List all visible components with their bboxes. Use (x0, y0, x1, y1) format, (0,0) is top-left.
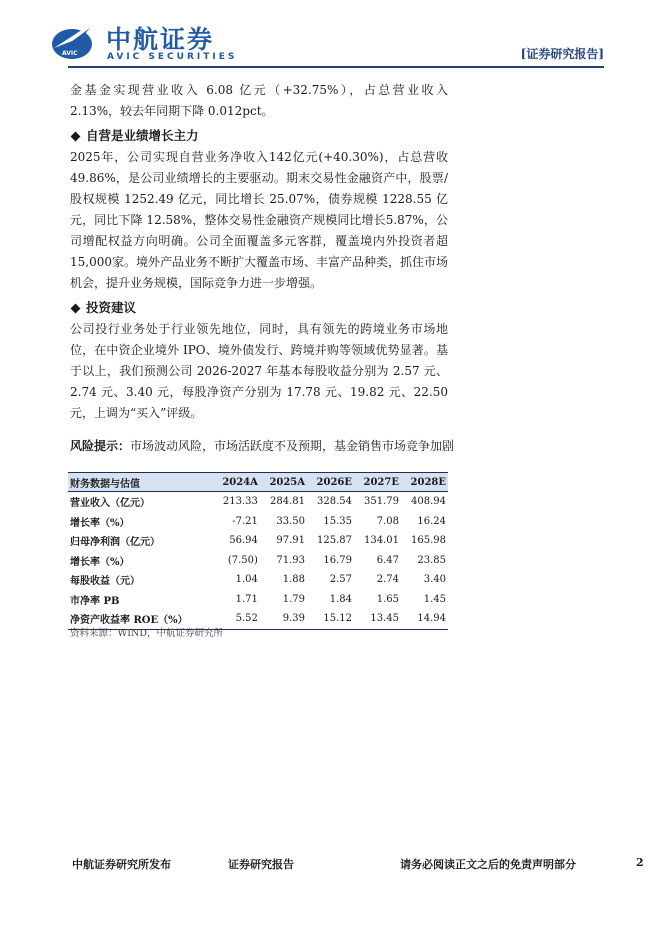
table-row (68, 590, 448, 610)
header-divider (68, 66, 604, 68)
revenue-paragraph: 金基金实现营业收入 6.08 亿元（+32.75%），占总营业收入 2.13%，较去年同期下降 0.012pct。 (70, 83, 448, 118)
table-row (68, 492, 448, 512)
table-cell: 9.39 (260, 609, 307, 629)
table-cell: 15.12 (307, 609, 354, 629)
page-number: 2 (636, 856, 644, 869)
table-cell: 16.79 (323, 554, 352, 566)
table-cell: 284.81 (270, 496, 306, 508)
table-cell: 134.01 (363, 535, 399, 547)
row-label: 增长率（%） (70, 517, 130, 529)
table-cell: 3.40 (423, 574, 446, 586)
diamond-bullet-icon (71, 131, 81, 141)
risk-text: 市场波动风险，市场活跃度不及预期，基金销售市场竞争加剧 (130, 439, 455, 453)
report-type-tag: [证券研究报告] (520, 47, 604, 61)
row-label: 市净率 PB (70, 595, 120, 607)
row-label: 增长率（%） (70, 556, 130, 568)
risk-warning (70, 436, 455, 457)
footer-disclaimer-note: 请务必阅读正文之后的免责声明部分 (400, 858, 576, 871)
row-label: 归母净利润（亿元） (70, 537, 160, 549)
table-cell: 328.54 (317, 496, 352, 508)
table-cell: 13.45 (354, 609, 401, 629)
table-cell: 23.85 (417, 554, 446, 566)
table-row (68, 531, 448, 551)
table-cell: 1.65 (376, 593, 399, 605)
financial-data-table (68, 472, 448, 630)
proprietary-paragraph: 2025年，公司实现自营业务净收入142亿元(+40.30%)，占总营收49.86%，是公司业绩增长的主要驱动。期末交易性金融资产中，股票/股权规模 1252.49 亿元，同比增长 25.07%，债券规模 1228.55 亿元，同比下降 12.58%，整体交易性金融资产规模同比增长5.87%，公司增配权益方向明确。公司全面覆盖多元客群，覆盖境内外投资者超15,000家。境外产品业务不断扩大覆盖市场、丰富产品种类，抓住市场机会，提升业务规模，国际竞争力进一步增强。 (70, 150, 448, 290)
page-header (0, 0, 662, 74)
section-heading-text: 投资建议 (86, 300, 137, 315)
diamond-bullet-icon (71, 303, 81, 313)
table-cell: 1.45 (423, 593, 446, 605)
table-cell: 6.47 (376, 554, 399, 566)
column-header: 财务数据与估值 (68, 473, 213, 492)
table-cell: 1.04 (235, 574, 258, 586)
table-cell: 71.93 (276, 554, 306, 566)
table-cell: 56.94 (229, 535, 258, 547)
table-cell: 351.79 (363, 496, 399, 508)
table-row (68, 551, 448, 571)
section-heading-proprietary (70, 125, 448, 147)
row-label: 净资产收益率 ROE（%） (68, 609, 213, 629)
table-cell: 1.88 (282, 574, 306, 586)
risk-label: 风险提示： (70, 439, 131, 453)
table-cell: 125.87 (317, 535, 352, 547)
column-header: 2024A (213, 473, 260, 492)
footer-report-type: 证券研究报告 (228, 858, 294, 871)
column-header: 2028E (401, 473, 448, 492)
logo-mark-text: AVIC (62, 50, 78, 57)
report-body (70, 80, 455, 457)
section-heading-text: 自营是业绩增长主力 (86, 128, 199, 143)
table-cell: 97.91 (276, 535, 306, 547)
row-label: 每股收益（元） (70, 576, 140, 588)
table-cell: 1.84 (329, 593, 352, 605)
company-logo (50, 18, 240, 66)
column-header: 2026E (307, 473, 354, 492)
section-heading-investment (70, 297, 448, 319)
table-cell: 408.94 (411, 496, 446, 508)
row-label: 营业收入（亿元） (70, 498, 150, 510)
investment-paragraph: 公司投行业务处于行业领先地位，同时，具有领先的跨境业务市场地位，在中资企业境外 IPO、境外债发行、跨境并购等领域优势显著。基于以上，我们预测公司 2026-2027 年基本每股收益分别为 2.57 元、2.74 元、3.40 元，每股净资产分别为 17.78 元、19.82 元、22.50 元，上调为“买入”评级。 (70, 322, 448, 420)
table-row (68, 512, 448, 532)
table-cell: 1.79 (282, 593, 306, 605)
brand-name-cn: 中航证券 (106, 25, 215, 54)
table-cell: 14.94 (401, 609, 448, 629)
table-cell: 7.08 (376, 515, 399, 527)
table-cell: 2.74 (376, 574, 399, 586)
table-cell: 165.98 (411, 535, 446, 547)
page-footer (0, 856, 662, 880)
table-cell: 1.71 (235, 593, 258, 605)
column-header: 2025A (260, 473, 307, 492)
table-row (68, 570, 448, 590)
table-header-row (68, 473, 448, 492)
table-cell: (7.50) (227, 554, 258, 566)
table-cell: 5.52 (213, 609, 260, 629)
footer-publisher: 中航证券研究所发布 (72, 858, 171, 871)
table-cell: 16.24 (417, 515, 446, 527)
table-cell: -7.21 (232, 515, 258, 527)
avic-logo-icon (50, 18, 98, 62)
table-cell: 2.57 (329, 574, 352, 586)
table-cell: 15.35 (323, 515, 352, 527)
table-cell: 33.50 (276, 515, 306, 527)
column-header: 2027E (354, 473, 401, 492)
table-source-note: 资料来源：WIND，中航证券研究所 (70, 628, 223, 639)
table-cell: 213.33 (222, 496, 258, 508)
brand-name-en: AVIC SECURITIES (107, 52, 238, 62)
